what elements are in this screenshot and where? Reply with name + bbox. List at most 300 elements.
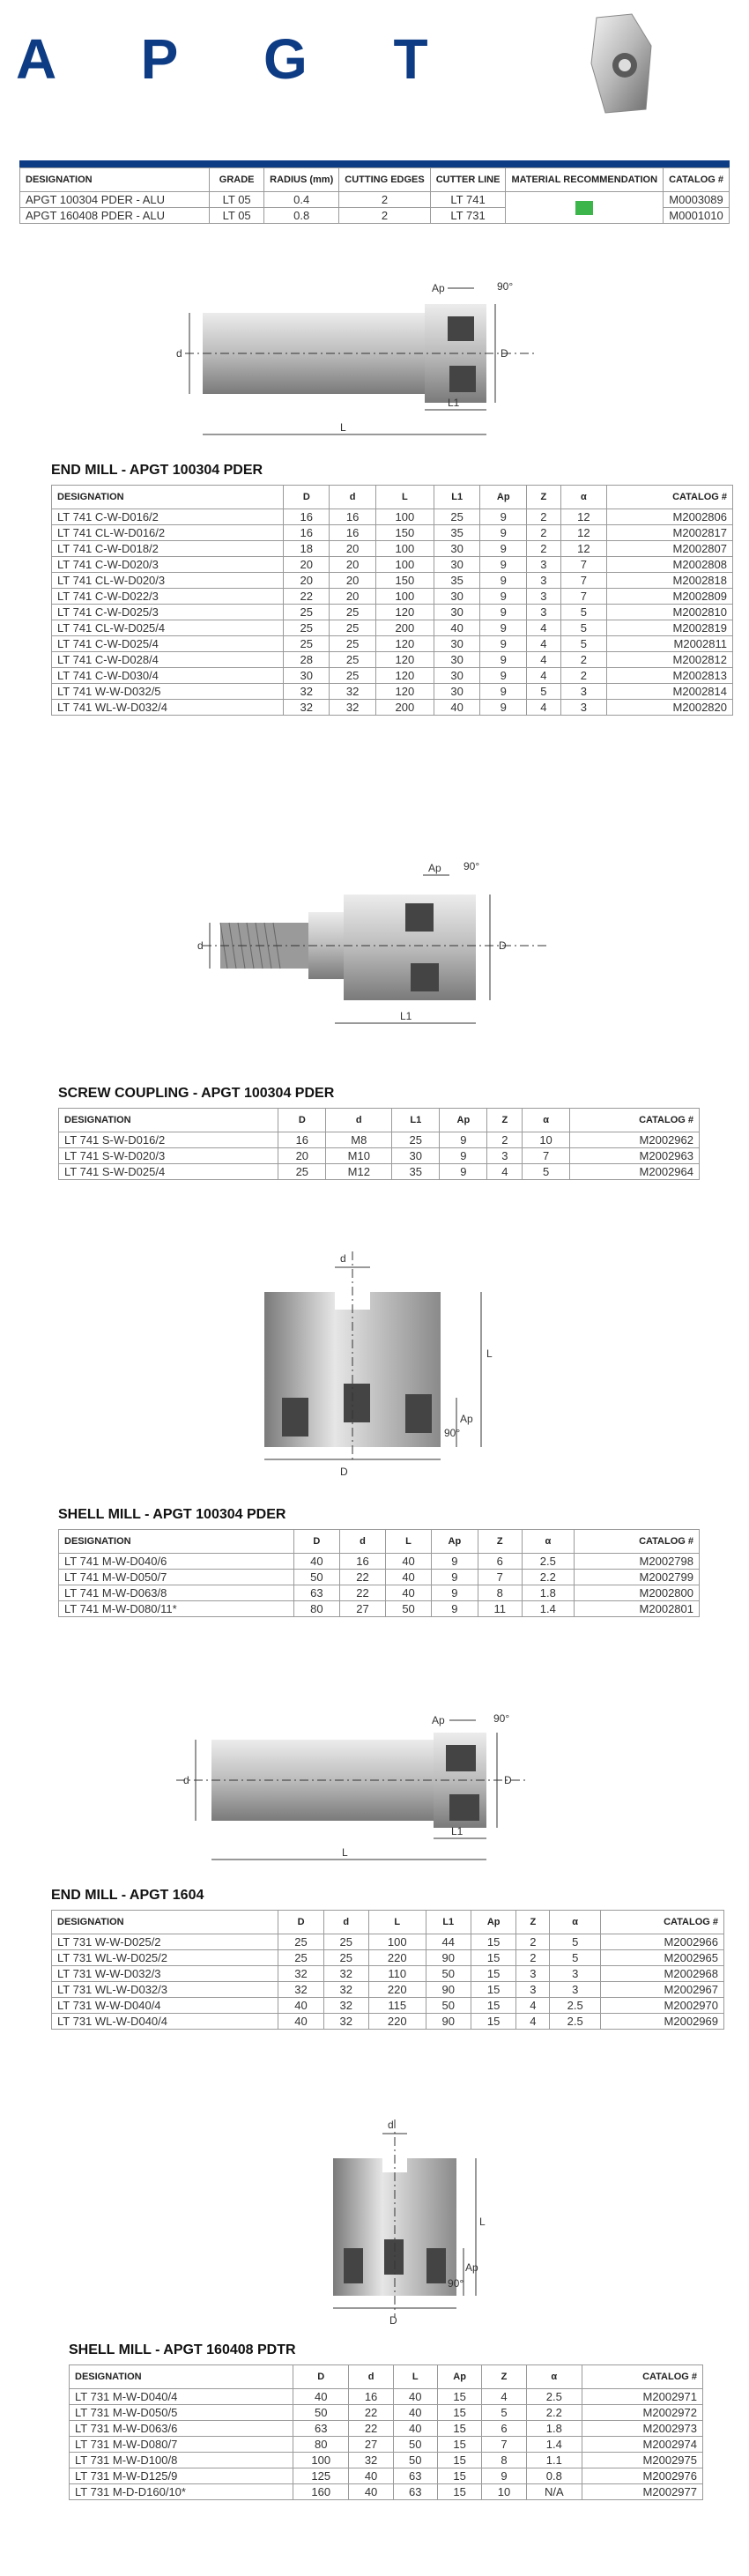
cell: M2002808 bbox=[607, 557, 733, 573]
table-row bbox=[52, 1966, 724, 1982]
cell: 7 bbox=[560, 589, 606, 605]
col-header: D bbox=[293, 2365, 349, 2389]
col-header: D bbox=[293, 1530, 339, 1554]
cell: LT 741 C-W-D022/3 bbox=[52, 589, 284, 605]
cell: M2002812 bbox=[607, 652, 733, 668]
col-header: CUTTER LINE bbox=[430, 168, 506, 192]
table-row bbox=[52, 684, 733, 700]
section-title: SHELL MILL - APGT 100304 PDER bbox=[58, 1507, 286, 1522]
cell: 63 bbox=[393, 2484, 437, 2500]
section-title: SCREW COUPLING - APGT 100304 PDER bbox=[58, 1086, 335, 1101]
cell: 40 bbox=[386, 1585, 432, 1601]
cell: LT 731 M-W-D040/4 bbox=[70, 2389, 293, 2405]
cell: 9 bbox=[480, 668, 527, 684]
dim-label: D bbox=[499, 939, 507, 952]
col-header: Ap bbox=[437, 2365, 482, 2389]
cell: M2002970 bbox=[601, 1998, 724, 2014]
table-row bbox=[59, 1570, 700, 1585]
cell: 30 bbox=[434, 605, 479, 620]
cell: 100 bbox=[375, 509, 434, 525]
col-header: d bbox=[326, 1109, 392, 1132]
cell: 27 bbox=[339, 1601, 385, 1617]
col-header: L1 bbox=[426, 1911, 471, 1934]
cell: 40 bbox=[278, 1998, 323, 2014]
cell: M2002810 bbox=[607, 605, 733, 620]
cell: 30 bbox=[434, 668, 479, 684]
table-header-row bbox=[52, 1911, 724, 1934]
cell: M8 bbox=[326, 1132, 392, 1148]
col-header: DESIGNATION bbox=[59, 1530, 294, 1554]
table-row bbox=[70, 2484, 703, 2500]
cell: 63 bbox=[293, 2421, 349, 2437]
cell: 15 bbox=[437, 2453, 482, 2468]
cell: 2 bbox=[339, 192, 430, 208]
col-header: D bbox=[278, 1109, 326, 1132]
cell: 15 bbox=[471, 1982, 516, 1998]
col-header: Z bbox=[487, 1109, 523, 1132]
cell: LT 741 CL-W-D016/2 bbox=[52, 525, 284, 541]
section-title: END MILL - APGT 100304 PDER bbox=[51, 463, 263, 478]
table-row bbox=[70, 2405, 703, 2421]
table-row bbox=[52, 509, 733, 525]
cell: 9 bbox=[440, 1132, 487, 1148]
cell: 4 bbox=[527, 620, 561, 636]
shell-mill-160408-diagram bbox=[300, 2111, 493, 2331]
cell: 120 bbox=[375, 684, 434, 700]
page-title bbox=[16, 26, 463, 92]
cell: 11 bbox=[478, 1601, 522, 1617]
table-row bbox=[59, 1554, 700, 1570]
cell: 2.5 bbox=[550, 1998, 601, 2014]
table-row bbox=[52, 1998, 724, 2014]
cell: 25 bbox=[278, 1934, 323, 1950]
cell: LT 741 C-W-D030/4 bbox=[52, 668, 284, 684]
cell: 9 bbox=[432, 1554, 478, 1570]
cell: 20 bbox=[284, 573, 330, 589]
cell: APGT 100304 PDER - ALU bbox=[20, 192, 210, 208]
col-header: Z bbox=[527, 486, 561, 509]
cell: 1.8 bbox=[526, 2421, 582, 2437]
cell: 2 bbox=[487, 1132, 523, 1148]
table-row bbox=[70, 2421, 703, 2437]
dim-label: 90° bbox=[444, 1427, 461, 1439]
cell: 25 bbox=[330, 652, 375, 668]
cell: M2002967 bbox=[601, 1982, 724, 1998]
cell: 9 bbox=[480, 652, 527, 668]
title-letter: T bbox=[393, 27, 463, 91]
cell: 15 bbox=[471, 1934, 516, 1950]
cell: LT 731 M-W-D125/9 bbox=[70, 2468, 293, 2484]
cell: 9 bbox=[480, 684, 527, 700]
cell: 50 bbox=[426, 1966, 471, 1982]
cell: 220 bbox=[368, 2014, 426, 2030]
cell: 100 bbox=[368, 1934, 426, 1950]
table-row bbox=[52, 541, 733, 557]
cell: LT 741 S-W-D020/3 bbox=[59, 1148, 278, 1164]
cell: 2.5 bbox=[522, 1554, 574, 1570]
cell: 80 bbox=[293, 1601, 339, 1617]
dim-label: Ap bbox=[432, 282, 445, 294]
cell: 9 bbox=[480, 573, 527, 589]
cell: 15 bbox=[437, 2468, 482, 2484]
cell: 15 bbox=[437, 2421, 482, 2437]
cell: LT 741 W-W-D032/5 bbox=[52, 684, 284, 700]
cell: 63 bbox=[393, 2468, 437, 2484]
cell: 7 bbox=[478, 1570, 522, 1585]
cell: 4 bbox=[527, 700, 561, 716]
table-row bbox=[59, 1585, 700, 1601]
cell: 8 bbox=[478, 1585, 522, 1601]
cell: 9 bbox=[432, 1570, 478, 1585]
table-row bbox=[52, 557, 733, 573]
cell: 5 bbox=[560, 605, 606, 620]
cell: 1.4 bbox=[526, 2437, 582, 2453]
cell: 9 bbox=[480, 541, 527, 557]
cell: 3 bbox=[550, 1982, 601, 1998]
col-header: L bbox=[386, 1530, 432, 1554]
col-header: DESIGNATION bbox=[52, 486, 284, 509]
cell: LT 741 S-W-D016/2 bbox=[59, 1132, 278, 1148]
cell: 25 bbox=[330, 668, 375, 684]
col-header: α bbox=[560, 486, 606, 509]
cell: 200 bbox=[375, 620, 434, 636]
cell: 9 bbox=[480, 589, 527, 605]
cell: M2002809 bbox=[607, 589, 733, 605]
cell: M2002962 bbox=[570, 1132, 700, 1148]
cell: M2002801 bbox=[574, 1601, 699, 1617]
cell: 12 bbox=[560, 541, 606, 557]
cell: 40 bbox=[434, 620, 479, 636]
cell: M10 bbox=[326, 1148, 392, 1164]
cell: 2 bbox=[560, 652, 606, 668]
table-row bbox=[52, 652, 733, 668]
table-row bbox=[52, 1982, 724, 1998]
col-header: L bbox=[368, 1911, 426, 1934]
dim-label: d bbox=[176, 347, 182, 360]
col-header: L bbox=[375, 486, 434, 509]
table-header-row bbox=[59, 1530, 700, 1554]
col-header: Ap bbox=[480, 486, 527, 509]
table-row bbox=[52, 668, 733, 684]
cell: LT 731 W-W-D032/3 bbox=[52, 1966, 278, 1982]
col-header: GRADE bbox=[210, 168, 264, 192]
cell: LT 741 bbox=[430, 192, 506, 208]
cell: 150 bbox=[375, 573, 434, 589]
cell: 2.5 bbox=[550, 2014, 601, 2030]
col-header: CATALOG # bbox=[664, 168, 730, 192]
cell: 30 bbox=[434, 684, 479, 700]
cell: 2 bbox=[527, 541, 561, 557]
col-header: MATERIAL RECOMMENDATION bbox=[506, 168, 664, 192]
cell: 40 bbox=[386, 1570, 432, 1585]
cell: 32 bbox=[323, 1966, 368, 1982]
col-header: Z bbox=[478, 1530, 522, 1554]
cell: 1.8 bbox=[522, 1585, 574, 1601]
table-row bbox=[20, 192, 730, 208]
cell: 20 bbox=[284, 557, 330, 573]
cell: APGT 160408 PDER - ALU bbox=[20, 208, 210, 224]
cell: 0.4 bbox=[264, 192, 339, 208]
cell: LT 741 C-W-D025/3 bbox=[52, 605, 284, 620]
cell: 5 bbox=[560, 636, 606, 652]
col-header: DESIGNATION bbox=[59, 1109, 278, 1132]
end-mill-diagram bbox=[167, 278, 608, 454]
dim-label: 90° bbox=[448, 2277, 464, 2290]
cell: M2002969 bbox=[601, 2014, 724, 2030]
table-row bbox=[52, 620, 733, 636]
cell: 22 bbox=[339, 1570, 385, 1585]
cell: 3 bbox=[527, 605, 561, 620]
cell: 90 bbox=[426, 2014, 471, 2030]
cell: 9 bbox=[480, 700, 527, 716]
cell: 6 bbox=[478, 1554, 522, 1570]
dim-label: Ap bbox=[465, 2261, 478, 2274]
screw-coupling-table bbox=[58, 1108, 700, 1180]
cell: 30 bbox=[434, 557, 479, 573]
cell: LT 741 C-W-D018/2 bbox=[52, 541, 284, 557]
cell: 32 bbox=[330, 684, 375, 700]
cell: 22 bbox=[349, 2421, 393, 2437]
dim-label: L bbox=[486, 1347, 493, 1360]
cell: 220 bbox=[368, 1982, 426, 1998]
col-header: CATALOG # bbox=[582, 2365, 702, 2389]
cell: 2 bbox=[527, 525, 561, 541]
dim-label: L1 bbox=[400, 1010, 412, 1022]
cell: 0.8 bbox=[526, 2468, 582, 2484]
section-title: END MILL - APGT 1604 bbox=[51, 1888, 204, 1903]
cell: M2002820 bbox=[607, 700, 733, 716]
cell: 9 bbox=[440, 1148, 487, 1164]
table-row bbox=[70, 2453, 703, 2468]
col-header: DESIGNATION bbox=[20, 168, 210, 192]
material-cell bbox=[506, 192, 664, 224]
table-row bbox=[52, 1950, 724, 1966]
cell: 32 bbox=[284, 684, 330, 700]
col-header: d bbox=[349, 2365, 393, 2389]
col-header: RADIUS (mm) bbox=[264, 168, 339, 192]
cell: 40 bbox=[393, 2421, 437, 2437]
cell: 8 bbox=[482, 2453, 526, 2468]
cell: 220 bbox=[368, 1950, 426, 1966]
cell: 150 bbox=[375, 525, 434, 541]
cell: 30 bbox=[434, 541, 479, 557]
header-bar bbox=[19, 160, 730, 167]
cell: 9 bbox=[432, 1585, 478, 1601]
dim-label: L1 bbox=[451, 1825, 463, 1837]
cell: 32 bbox=[323, 1998, 368, 2014]
table-row bbox=[52, 573, 733, 589]
cell: 100 bbox=[375, 589, 434, 605]
cell: M2002964 bbox=[570, 1164, 700, 1180]
cell: M2002972 bbox=[582, 2405, 702, 2421]
dim-label: L1 bbox=[448, 397, 460, 409]
cell: M12 bbox=[326, 1164, 392, 1180]
table-header-row bbox=[59, 1109, 700, 1132]
cell: 25 bbox=[284, 620, 330, 636]
table-row bbox=[52, 1934, 724, 1950]
cell: 6 bbox=[482, 2421, 526, 2437]
cell: LT 741 M-W-D080/11* bbox=[59, 1601, 294, 1617]
cell: 15 bbox=[471, 2014, 516, 2030]
cell: M2002975 bbox=[582, 2453, 702, 2468]
shell-mill-diagram bbox=[229, 1243, 529, 1481]
col-header: Ap bbox=[432, 1530, 478, 1554]
table-row bbox=[70, 2468, 703, 2484]
cell: 3 bbox=[560, 700, 606, 716]
cell: 4 bbox=[516, 1998, 550, 2014]
col-header: D bbox=[278, 1911, 323, 1934]
cell: 9 bbox=[432, 1601, 478, 1617]
cell: 25 bbox=[284, 636, 330, 652]
cell: 3 bbox=[527, 557, 561, 573]
cell: M2002819 bbox=[607, 620, 733, 636]
cell: M2002966 bbox=[601, 1934, 724, 1950]
cell: LT 741 CL-W-D025/4 bbox=[52, 620, 284, 636]
col-header: Ap bbox=[471, 1911, 516, 1934]
cell: 3 bbox=[527, 589, 561, 605]
cell: M2002813 bbox=[607, 668, 733, 684]
dim-label: D bbox=[389, 2314, 397, 2327]
cell: 9 bbox=[480, 525, 527, 541]
col-header: L1 bbox=[392, 1109, 440, 1132]
table-row bbox=[52, 525, 733, 541]
cell: 25 bbox=[330, 605, 375, 620]
dim-label: d bbox=[340, 1252, 346, 1265]
section-title: SHELL MILL - APGT 160408 PDTR bbox=[69, 2342, 296, 2357]
cell: 40 bbox=[349, 2484, 393, 2500]
col-header: d bbox=[330, 486, 375, 509]
cell: 120 bbox=[375, 605, 434, 620]
cell: LT 731 M-W-D050/5 bbox=[70, 2405, 293, 2421]
cell: M0001010 bbox=[664, 208, 730, 224]
col-header: Z bbox=[516, 1911, 550, 1934]
cell: M2002974 bbox=[582, 2437, 702, 2453]
cell: M2002963 bbox=[570, 1148, 700, 1164]
cell: 50 bbox=[293, 2405, 349, 2421]
cell: M2002814 bbox=[607, 684, 733, 700]
cell: 4 bbox=[516, 2014, 550, 2030]
table-row bbox=[52, 605, 733, 620]
cell: 80 bbox=[293, 2437, 349, 2453]
cell: 4 bbox=[527, 668, 561, 684]
table-header-row bbox=[20, 168, 730, 192]
table-row bbox=[52, 589, 733, 605]
cell: 35 bbox=[434, 573, 479, 589]
cell: 40 bbox=[293, 2389, 349, 2405]
cell: LT 741 C-W-D028/4 bbox=[52, 652, 284, 668]
end-mill-1604-diagram bbox=[159, 1710, 599, 1877]
table-row bbox=[59, 1148, 700, 1164]
dim-label: L bbox=[342, 1846, 348, 1859]
cell: M2002971 bbox=[582, 2389, 702, 2405]
cell: 160 bbox=[293, 2484, 349, 2500]
cell: 5 bbox=[560, 620, 606, 636]
cell: 16 bbox=[284, 509, 330, 525]
dim-label: 90° bbox=[497, 280, 514, 293]
cell: 7 bbox=[560, 557, 606, 573]
cell: 2.2 bbox=[526, 2405, 582, 2421]
table-row bbox=[52, 2014, 724, 2030]
cell: 7 bbox=[523, 1148, 570, 1164]
cell: 100 bbox=[293, 2453, 349, 2468]
cell: 90 bbox=[426, 1950, 471, 1966]
cell: 30 bbox=[434, 652, 479, 668]
col-header: L bbox=[393, 2365, 437, 2389]
dim-label: D bbox=[501, 347, 508, 360]
cell: 32 bbox=[330, 700, 375, 716]
table-row bbox=[70, 2389, 703, 2405]
cell: 3 bbox=[516, 1966, 550, 1982]
dim-label: L bbox=[340, 421, 346, 434]
col-header: α bbox=[550, 1911, 601, 1934]
cell: LT 731 M-W-D080/7 bbox=[70, 2437, 293, 2453]
cell: 16 bbox=[330, 525, 375, 541]
cell: 2.5 bbox=[526, 2389, 582, 2405]
cell: 40 bbox=[393, 2405, 437, 2421]
cell: M2002806 bbox=[607, 509, 733, 525]
col-header: CATALOG # bbox=[607, 486, 733, 509]
screw-coupling-diagram bbox=[185, 859, 582, 1044]
cell: 40 bbox=[278, 2014, 323, 2030]
cell: LT 731 M-D-D160/10* bbox=[70, 2484, 293, 2500]
cell: 44 bbox=[426, 1934, 471, 1950]
dim-label: Ap bbox=[432, 1714, 445, 1726]
col-header: Z bbox=[482, 2365, 526, 2389]
col-header: DESIGNATION bbox=[70, 2365, 293, 2389]
cell: 2.2 bbox=[522, 1570, 574, 1585]
cell: LT 741 M-W-D040/6 bbox=[59, 1554, 294, 1570]
material-swatch bbox=[575, 201, 593, 215]
cell: 120 bbox=[375, 636, 434, 652]
cell: 12 bbox=[560, 525, 606, 541]
cell: 25 bbox=[392, 1132, 440, 1148]
cell: 2 bbox=[516, 1950, 550, 1966]
title-letter: P bbox=[140, 27, 213, 91]
cell: 40 bbox=[349, 2468, 393, 2484]
cell: M2002798 bbox=[574, 1554, 699, 1570]
cell: LT 731 WL-W-D025/2 bbox=[52, 1950, 278, 1966]
cell: 63 bbox=[293, 1585, 339, 1601]
cell: LT 741 WL-W-D032/4 bbox=[52, 700, 284, 716]
cell: 4 bbox=[482, 2389, 526, 2405]
cell: 9 bbox=[480, 557, 527, 573]
cell: 5 bbox=[482, 2405, 526, 2421]
col-header: CATALOG # bbox=[570, 1109, 700, 1132]
cell: 100 bbox=[375, 541, 434, 557]
cell: 4 bbox=[527, 652, 561, 668]
cell: 30 bbox=[284, 668, 330, 684]
col-header: DESIGNATION bbox=[52, 1911, 278, 1934]
cell: 100 bbox=[375, 557, 434, 573]
table-row bbox=[52, 636, 733, 652]
cell: 15 bbox=[471, 1950, 516, 1966]
cell: 25 bbox=[323, 1934, 368, 1950]
cell: 7 bbox=[482, 2437, 526, 2453]
cell: 30 bbox=[434, 589, 479, 605]
cell: 9 bbox=[482, 2468, 526, 2484]
cell: 1.4 bbox=[522, 1601, 574, 1617]
col-header: α bbox=[522, 1530, 574, 1554]
cell: 35 bbox=[392, 1164, 440, 1180]
cell: M2002811 bbox=[607, 636, 733, 652]
cell: M2002968 bbox=[601, 1966, 724, 1982]
cell: M2002818 bbox=[607, 573, 733, 589]
cell: M2002817 bbox=[607, 525, 733, 541]
cell: 40 bbox=[293, 1554, 339, 1570]
cell: 10 bbox=[523, 1132, 570, 1148]
cell: LT 741 M-W-D050/7 bbox=[59, 1570, 294, 1585]
cell: 15 bbox=[437, 2389, 482, 2405]
